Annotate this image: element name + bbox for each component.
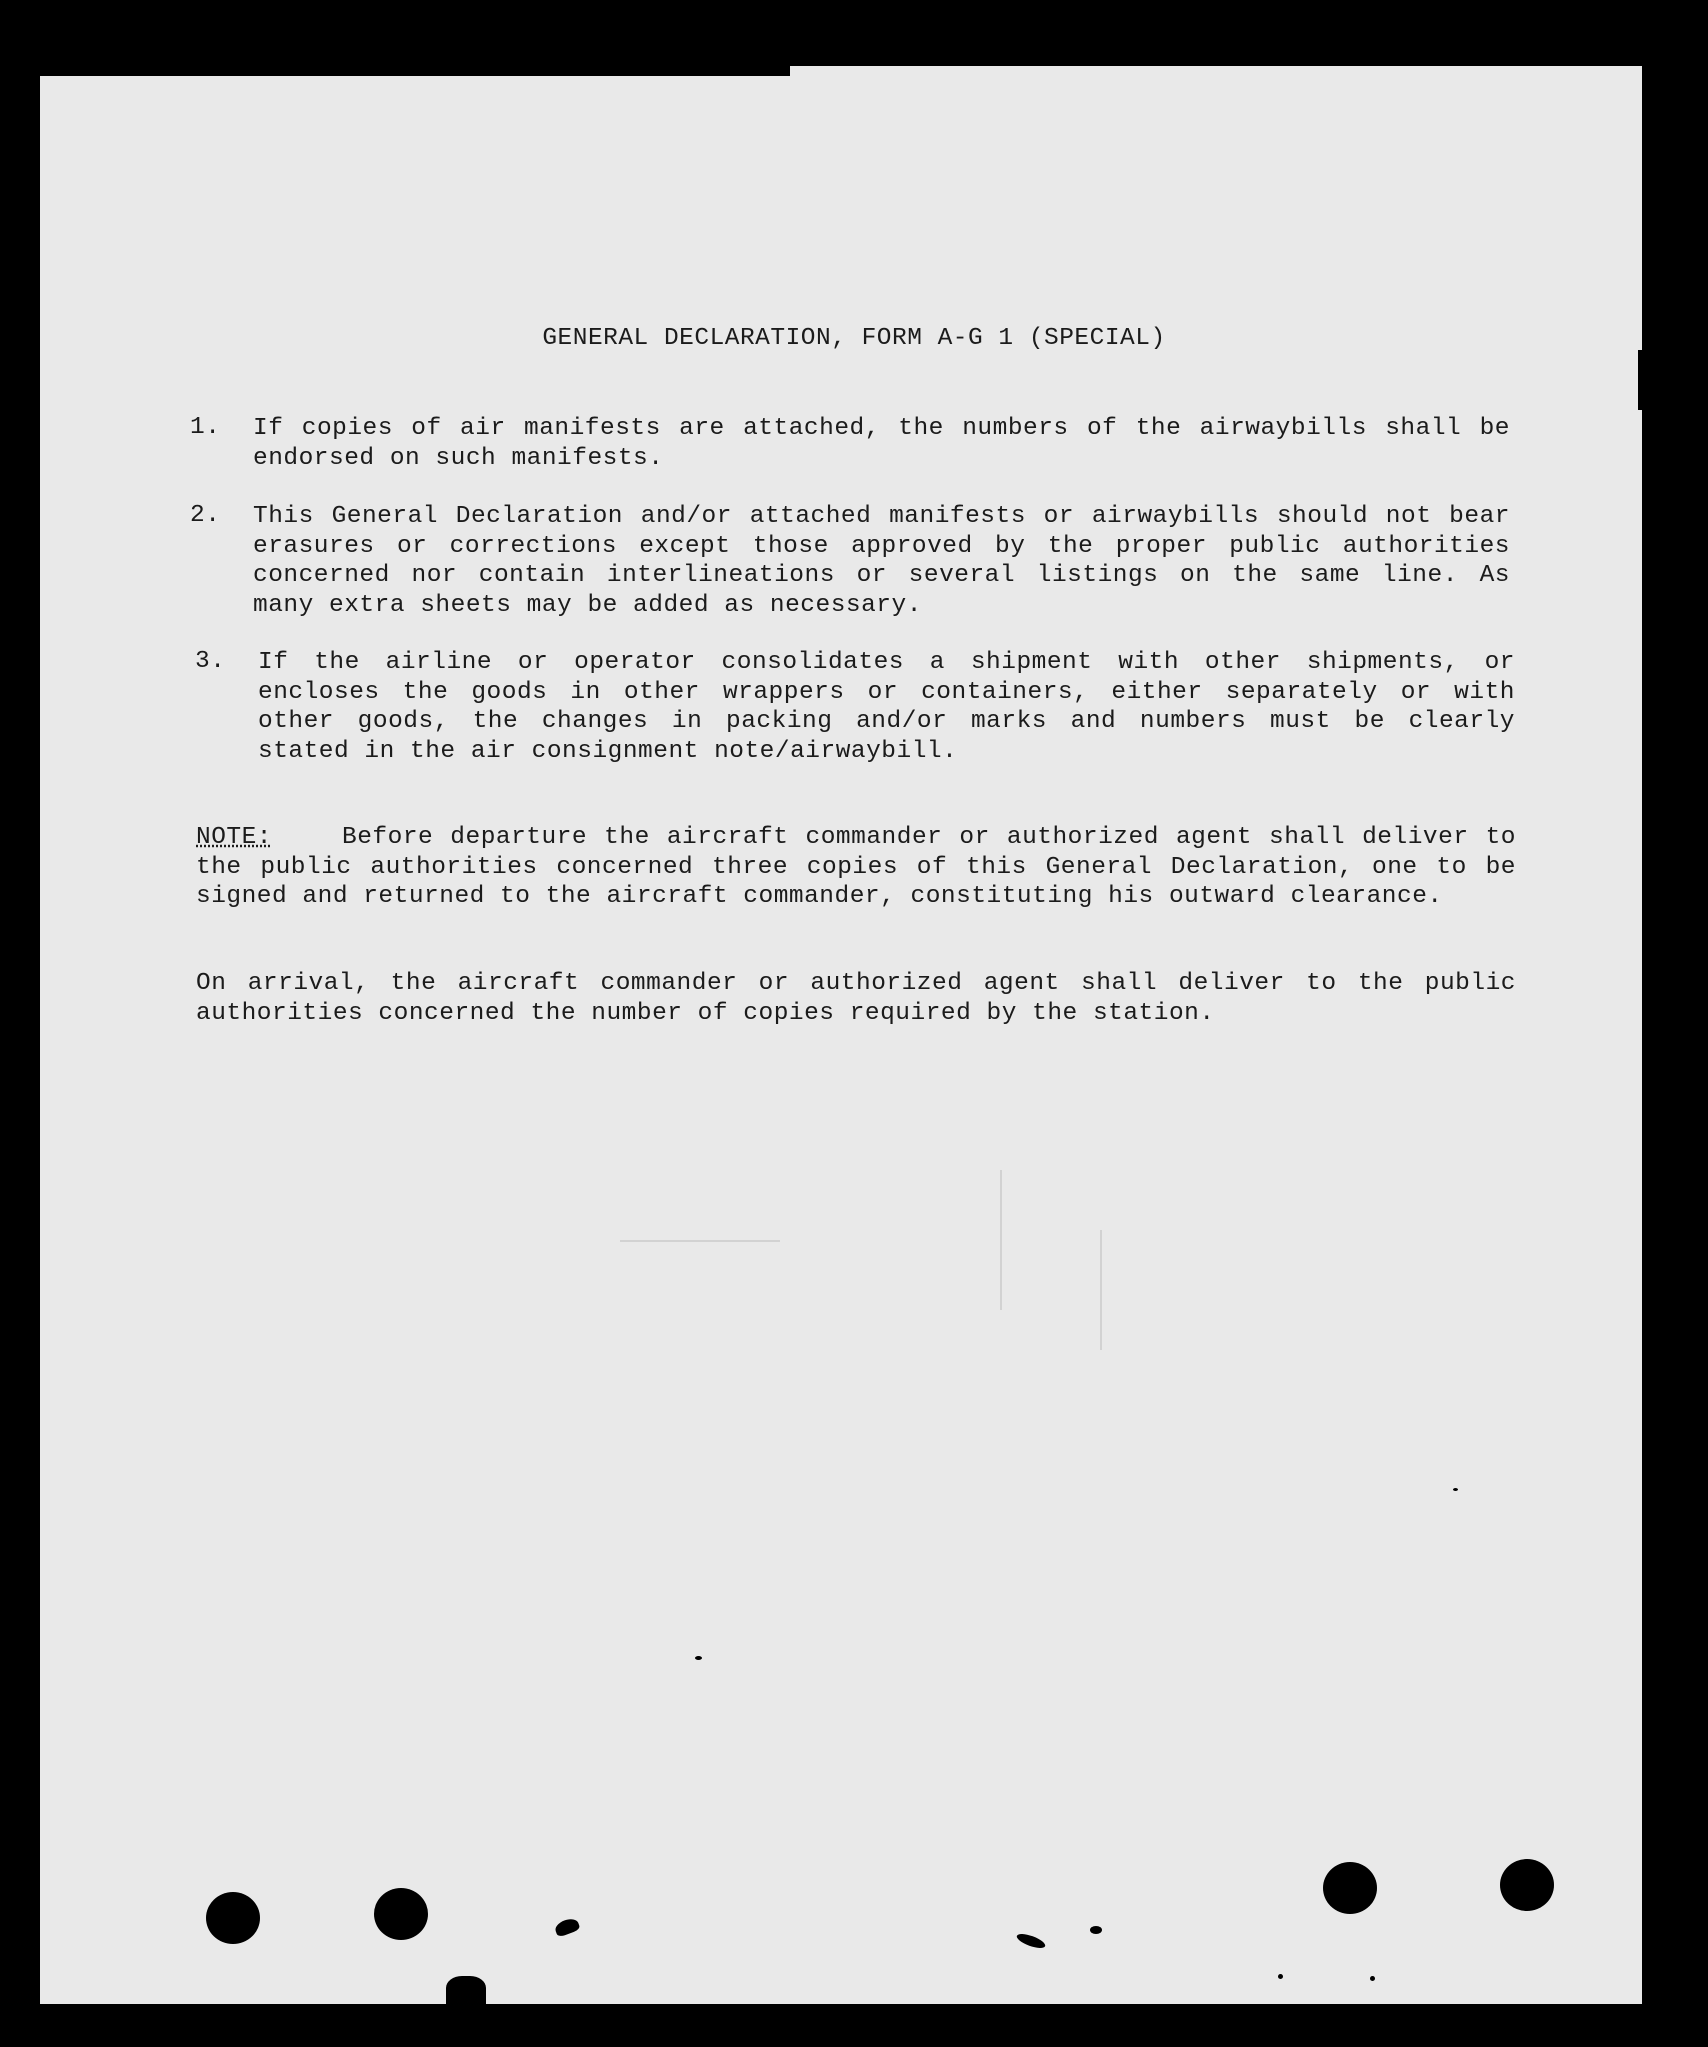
speck [695, 1656, 702, 1660]
instruction-item [190, 502, 1510, 620]
note-label: NOTE: [196, 824, 273, 851]
note-paragraph [196, 823, 1516, 912]
speck [1453, 1488, 1458, 1491]
paper-edge [790, 66, 1642, 86]
item-number: 3. [195, 648, 226, 675]
punch-hole [1323, 1862, 1377, 1914]
bleed-through-mark [1000, 1170, 1002, 1310]
bleed-through-mark [620, 1240, 780, 1242]
speck [1370, 1976, 1375, 1981]
arrival-paragraph: On arrival, the aircraft commander or authorized agent shall deliver to the public authorities concerned the number of copies required by the station. [196, 970, 1516, 1027]
item-text: If the airline or operator consolidates a shipment with other shipments, or encloses the goods in other wrappers or containers, either separately or with other goods, the changes in packing and/or marks and numbers must be clearly stated in the air consignment note/airwaybill. [258, 649, 1515, 765]
paper-edge-notch [1638, 350, 1648, 410]
item-text: This General Declaration and/or attached manifests or airwaybills should not bear erasures or corrections except those approved by the proper public authorities concerned nor contain interlineations or several listings on the same line. As many extra sheets may be added as necessary. [253, 503, 1510, 619]
instruction-item [195, 648, 1515, 766]
instruction-item [190, 414, 1510, 473]
item-number: 2. [190, 502, 221, 529]
item-number: 1. [190, 414, 221, 441]
document-title: GENERAL DECLARATION, FORM A-G 1 (SPECIAL) [542, 325, 1166, 352]
torn-edge [446, 1976, 486, 2006]
speck [1278, 1974, 1283, 1979]
paper-sheet [40, 76, 1642, 2004]
punch-hole [206, 1892, 260, 1944]
punch-hole [374, 1888, 428, 1940]
punch-hole [1500, 1859, 1554, 1911]
item-text: If copies of air manifests are attached, the numbers of the airwaybills shall be endorsed on such manifests. [253, 415, 1510, 472]
note-text: Before departure the aircraft commander or authorized agent shall deliver to the public authorities concerned three copies of this General Declaration, one to be signed and returned to the aircraft commander, constituting his outward clearance. [196, 824, 1516, 910]
bleed-through-mark [1100, 1230, 1102, 1350]
speck [1090, 1926, 1102, 1934]
